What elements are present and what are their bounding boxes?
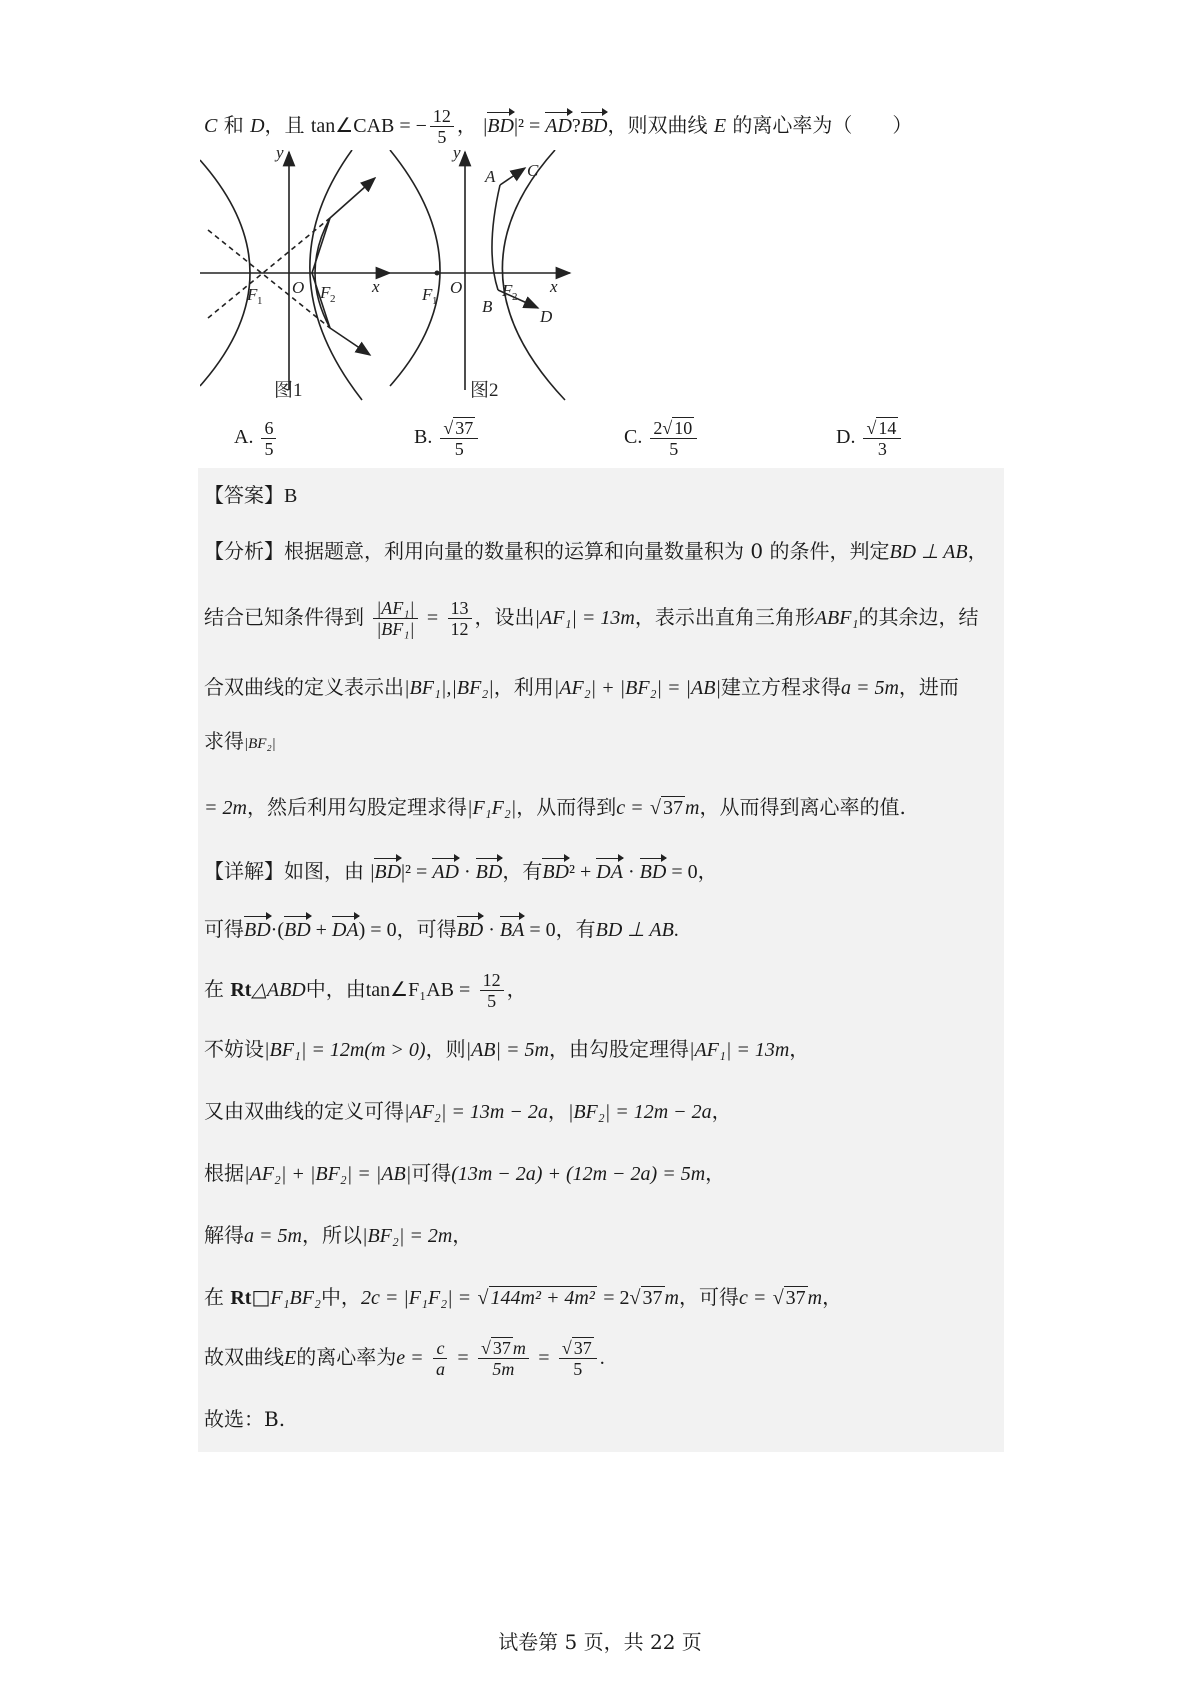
- detail-line-1: 【详解】如图，由 |BD|² = AD · BD，有BD² + DA · BD = 0，: [204, 856, 718, 887]
- svg-text:1: 1: [432, 295, 438, 307]
- svg-text:O: O: [292, 278, 305, 297]
- svg-text:F: F: [320, 283, 331, 302]
- detail-line-9: 故双曲线E的离心率为e = $\frac{c}{a}$ = $\frac{√ 37 m}{5m}$ = $\frac{√ 37}{5}$ .: [204, 1338, 605, 1379]
- svg-text:B: B: [482, 297, 493, 316]
- svg-text:O: O: [450, 278, 463, 297]
- fig1-dashed-2: [208, 218, 330, 318]
- svg-text:图2: 图2: [470, 380, 499, 401]
- detail-line-4: 不妨设|BF₁| = 12m(m > 0)，则|AB| = 5m，由勾股定理得|AF₁| = 13m，: [204, 1037, 810, 1061]
- svg-text:2: 2: [330, 293, 336, 305]
- hyperbola-figure: [200, 150, 600, 410]
- detail-line-3: 在 Rt△ABD中，由tan∠F₁AB = $\frac{12}{5}$ ，: [204, 970, 527, 1011]
- detail-line-2: 可得BD·(BD + DA) = 0，可得BD · BA = 0，有BD ⊥ AB.: [204, 914, 679, 945]
- fig1-ray-down: [330, 328, 370, 355]
- svg-text:x: x: [372, 277, 380, 296]
- svg-text:C: C: [527, 161, 539, 180]
- fig2-chord: [492, 185, 500, 290]
- detail-line-6: 根据|AF₂| + |BF₂| = |AB|可得(13m − 2a) + (12m − 2a) = 5m，: [204, 1161, 726, 1185]
- page-footer: 试卷第 5 页，共 22 页: [498, 1630, 702, 1654]
- analysis-line-5: = 2m，然后利用勾股定理求得|F₁F₂|，从而得到c = √ 37 m，从而得到离心率的值.: [204, 795, 906, 819]
- question-line: C 和 D，且 tan∠CAB = − $\frac{12}{5}$ ， |BD|² = AD?BD，则双曲线 E 的离心率为（ ）: [204, 106, 913, 147]
- svg-text:y: y: [276, 150, 284, 162]
- answer-line: 【答案】B: [204, 483, 298, 507]
- fig2-f1-dot: [435, 271, 440, 276]
- svg-text:x: x: [550, 277, 558, 296]
- analysis-line-3: 合双曲线的定义表示出|BF₁|,|BF₂|，利用|AF₂| + |BF₂| = |AB|建立方程求得a = 5m，进而: [204, 675, 959, 699]
- svg-text:D: D: [540, 307, 553, 326]
- option-a[interactable]: A. $\frac{6}{5}$: [234, 418, 279, 459]
- svg-text:F: F: [247, 285, 258, 304]
- detail-line-10: 故选：B.: [204, 1407, 286, 1431]
- option-c[interactable]: C. $\frac{2√ 10}{5}$: [624, 418, 700, 459]
- tan-fraction: $\frac{12}{5}$: [430, 106, 454, 147]
- detail-line-8: 在 Rt□F₁BF₂中，2c = |F₁F₂| = √ 144m² + 4m² = 2√ 37 m，可得c = √ 37 m，: [204, 1285, 843, 1309]
- fig2-right-branch: [502, 150, 565, 400]
- fig2-left-branch: [390, 150, 440, 386]
- fig1-ray-up: [330, 178, 375, 218]
- svg-text:F: F: [422, 285, 433, 304]
- option-d[interactable]: D. $\frac{√ 14}{3}$: [836, 418, 904, 459]
- detail-line-5: 又由双曲线的定义可得|AF₂| = 13m − 2a，|BF₂| = 12m − 2a，: [204, 1099, 732, 1123]
- svg-text:图1: 图1: [274, 380, 303, 401]
- analysis-line-4: 求得|BF₂|: [204, 729, 276, 753]
- analysis-line-2: 结合已知条件得到 $\frac{\text{|AF₁|}}{\text{|BF₁|}}$ = $\frac{13}{12}$ ，设出|AF₁| = 13m，表示出直角三角形ABF₁的其余边，结: [204, 598, 979, 639]
- detail-line-7: 解得a = 5m，所以|BF₂| = 2m，: [204, 1223, 473, 1247]
- svg-text:y: y: [453, 150, 461, 162]
- svg-text:2: 2: [512, 291, 518, 303]
- svg-text:F: F: [502, 281, 513, 300]
- svg-text:1: 1: [257, 295, 263, 307]
- svg-text:A: A: [485, 167, 496, 186]
- analysis-line-1: 【分析】根据题意，利用向量的数量积的运算和向量数量积为 0 的条件，判定BD ⊥ AB，: [204, 539, 988, 563]
- option-b[interactable]: B. $\frac{√ 37}{5}$: [414, 418, 481, 459]
- fig1-right-branch: [310, 150, 362, 400]
- fig2-ray-c: [500, 168, 525, 185]
